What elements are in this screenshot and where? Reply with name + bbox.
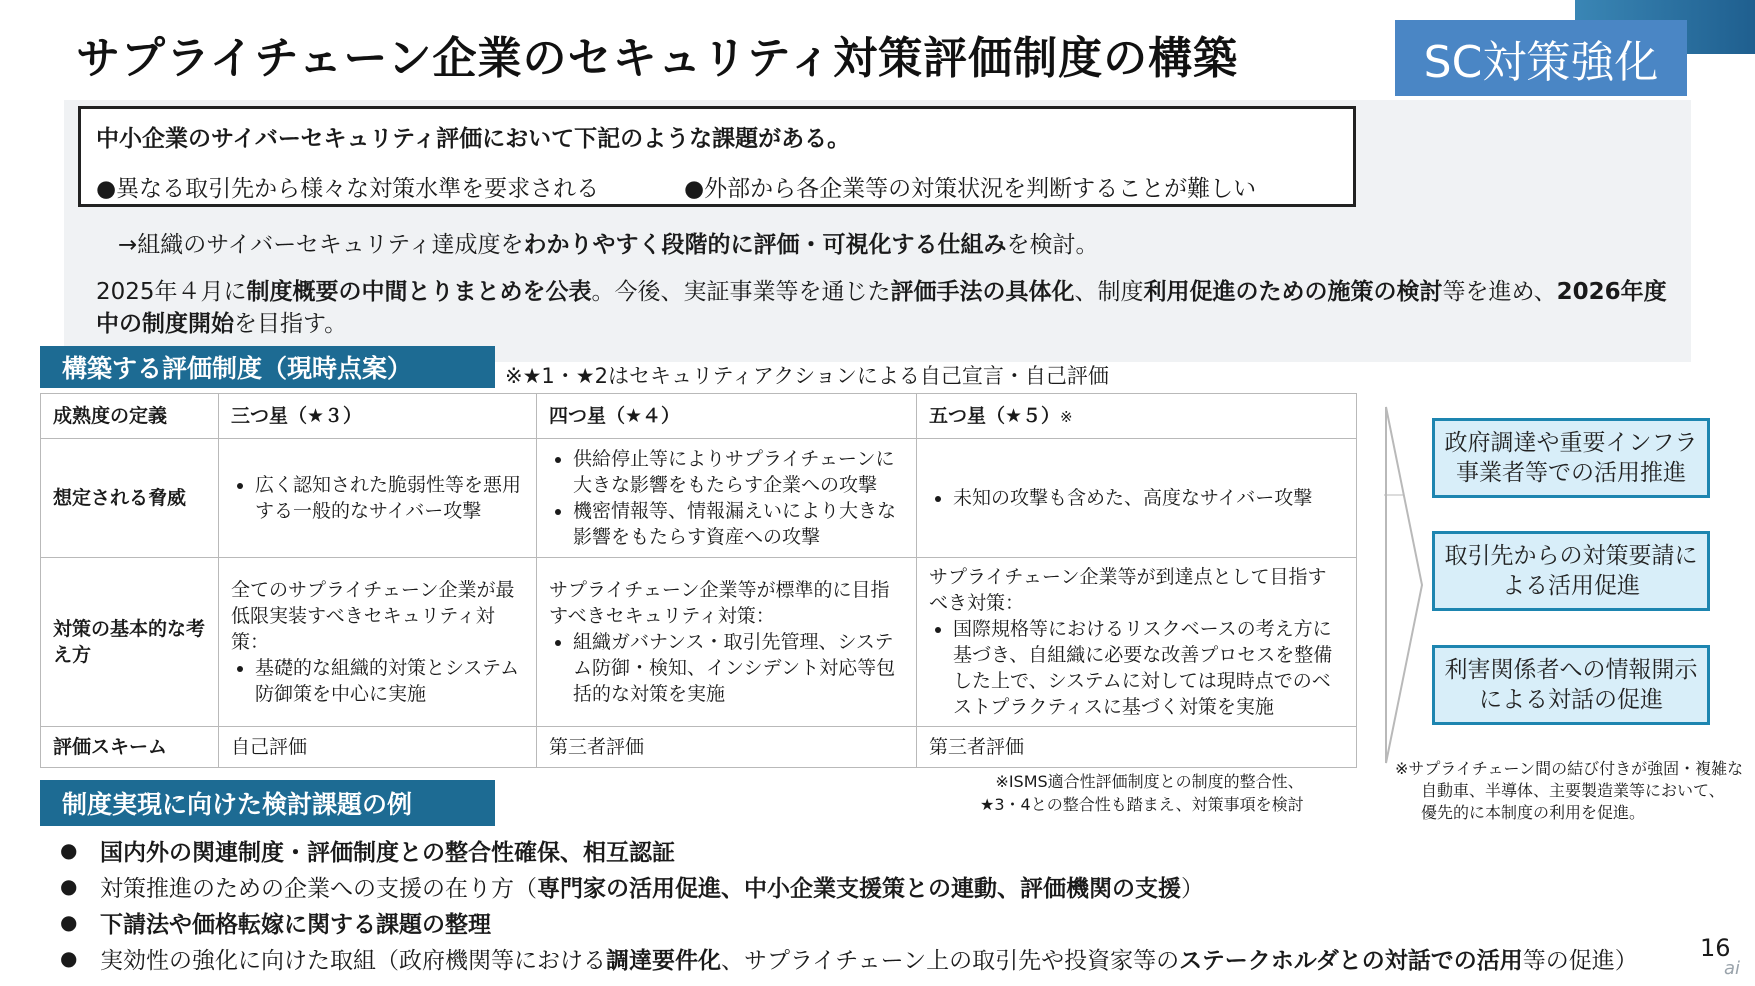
category-badge: SC対策強化 (1395, 20, 1687, 96)
threat-three-star (219, 439, 537, 558)
row-label-scheme: 評価スキーム (41, 727, 219, 768)
issue-conclusion: →組織のサイバーセキュリティ達成度をわかりやすく段階的に評価・可視化する仕組みを検討。 (118, 232, 1099, 258)
row-label-basic-approach: 対策の基本的な考え方 (41, 558, 219, 727)
list-item: • 未知の攻撃も含めた、高度なサイバー攻撃 (953, 485, 1344, 511)
list-item: • 供給停止等によりサプライチェーンに大きな影響をもたらす企業への攻撃 (573, 446, 904, 498)
threat-four-star (537, 439, 917, 558)
list-item: ● 対策推進のための企業への支援の在り方（ 専門家の活用促進、中小企業支援策との連動、評価機関の支援 ） (60, 874, 1204, 902)
table-row-scheme (41, 727, 1357, 768)
list-item: ● 下請法や価格転嫁に関する課題の整理 (60, 910, 491, 938)
page-number: 16 (1700, 934, 1731, 962)
list-item: • 広く認知された脆弱性等を悪用する一般的なサイバー攻撃 (255, 472, 524, 524)
header-three-star: 三つ星（★３） (219, 394, 537, 439)
announcement-text: 2025年４月に制度概要の中間とりまとめを公表。今後、実証事業等を通じた評価手法の具体化、制度利用促進のための施策の検討等を進め、2026年度中の制度開始を目指す。 (96, 279, 1667, 337)
header-four-star: 四つ星（★４） (537, 394, 917, 439)
scheme-three-star: 自己評価 (219, 727, 537, 768)
maturity-table (40, 393, 1357, 768)
basic-five-star: サプライチェーン企業等が到達点として目指すべき対策： • 国際規格等におけるリスクベースの考え方に基づき、自組織に必要な改善プロセスを整備した上で、システムに対しては現時点でのベストプラクティスに基づく対策を実施 (917, 558, 1357, 727)
issue-bullet-2: ●外部から各企業等の対策状況を判断することが難しい (684, 176, 1257, 202)
list-item: • 組織ガバナンス・取引先管理、システム防御・検知、インシデント対応等包括的な対策を実施 (573, 629, 904, 707)
page-title: サプライチェーン企業のセキュリティ対策評価制度の構築 (76, 33, 1239, 84)
issue-title: 中小企業のサイバーセキュリティ評価において下記のような課題がある。 (96, 126, 851, 152)
basic-four-star: サプライチェーン企業等が標準的に目指すべきセキュリティ対策： • 組織ガバナンス・取引先管理、システム防御・検知、インシデント対応等包括的な対策を実施 (537, 558, 917, 727)
list-item: • 機密情報等、情報漏えいにより大きな影響をもたらす資産への攻撃 (573, 498, 904, 550)
star-level-note: ※★1・★2はセキュリティアクションによる自己宣言・自己評価 (505, 364, 1109, 388)
header-maturity: 成熟度の定義 (41, 394, 219, 439)
table-header-row (41, 394, 1357, 439)
section-header-tasks: 制度実現に向けた検討課題の例 (40, 780, 495, 826)
ai-logo: ai (1724, 958, 1741, 979)
table-row-basic-approach (41, 558, 1357, 727)
issue-bullet-1: ●異なる取引先から様々な対策水準を要求される (96, 176, 600, 202)
priority-note: ※サプライチェーン間の結び付きが強固・複雑な 自動車、半導体、主要製造業等において、 優先的に本制度の利用を促進。 (1395, 759, 1744, 822)
row-label-threat: 想定される脅威 (41, 439, 219, 558)
list-item: ● 国内外の関連制度・評価制度との整合性確保、相互認証 (60, 838, 675, 866)
outcome-box-trade-partner: 取引先からの対策要請による活用促進 (1432, 531, 1710, 611)
threat-five-star (917, 439, 1357, 558)
header-five-star: 五つ星（★５）※ (917, 394, 1357, 439)
chevron-arrow-icon (1384, 405, 1424, 765)
outcome-box-procurement: 政府調達や重要インフラ事業者等での活用推進 (1432, 418, 1710, 498)
list-item: • 基礎的な組織的対策とシステム防御策を中心に実施 (255, 655, 524, 707)
basic-three-star: 全てのサプライチェーン企業が最低限実装すべきセキュリティ対策： • 基礎的な組織的対策とシステム防御策を中心に実施 (219, 558, 537, 727)
outcome-box-disclosure: 利害関係者への情報開示による対話の促進 (1432, 645, 1710, 725)
scheme-four-star: 第三者評価 (537, 727, 917, 768)
section-header-evaluation-system: 構築する評価制度（現時点案） (40, 346, 495, 388)
list-item: • 国際規格等におけるリスクベースの考え方に基づき、自組織に必要な改善プロセスを整備した上で、システムに対しては現時点でのベストプラクティスに基づく対策を実施 (953, 616, 1344, 720)
scheme-five-star: 第三者評価 (917, 727, 1357, 768)
isms-note: ※ISMS適合性評価制度との制度的整合性、 ★3・4との整合性も踏まえ、対策事項を検討 (980, 772, 1304, 814)
table-row-threat (41, 439, 1357, 558)
task-list (60, 832, 1660, 976)
list-item: ● 実効性の強化に向けた取組（政府機関等における 調達要件化 、サプライチェーン上の取引先や投資家等の ステークホルダとの対話での活用 等の促進） (60, 946, 1638, 974)
